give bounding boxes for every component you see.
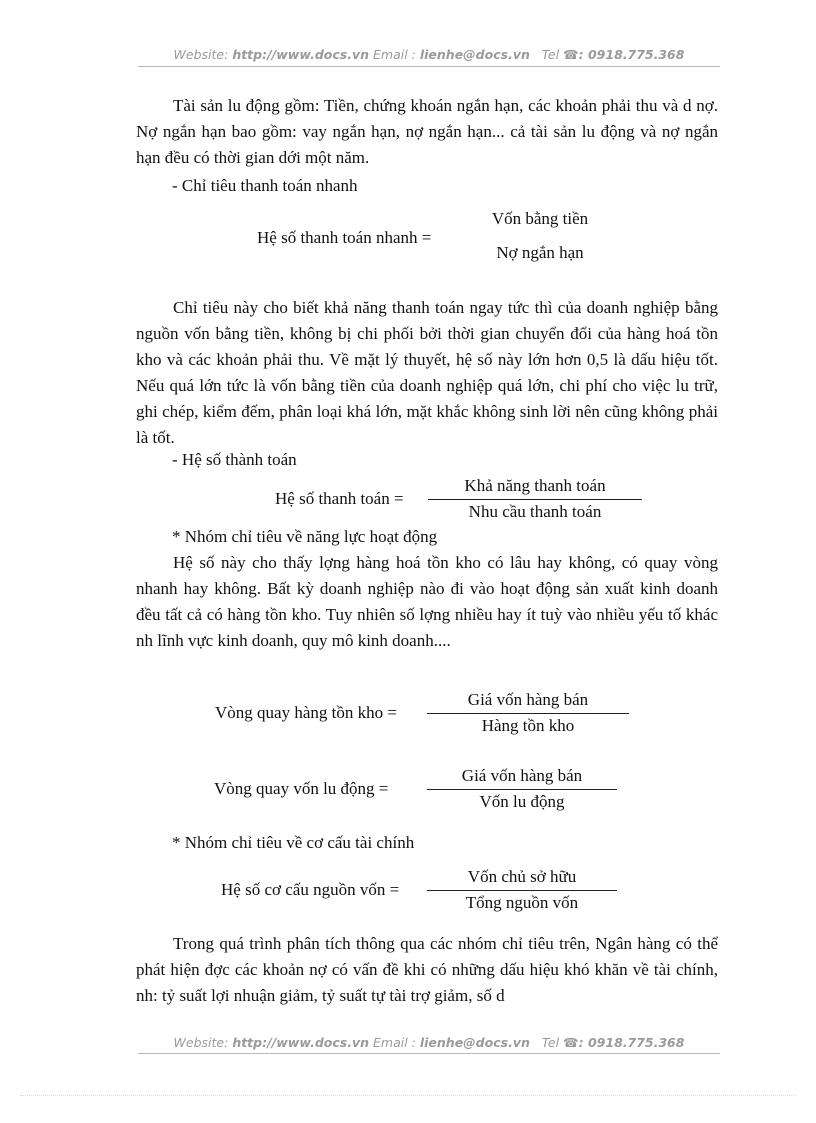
footer-divider [138, 1053, 720, 1054]
formula-numerator: Vốn bằng tiền [491, 209, 589, 228]
paragraph-1: Tài sản lu động gồm: Tiền, chứng khoán ngắn hạn, các khoản phải thu và d nợ. Nợ ngắn hạn bao gồm: vay ngắn hạn, nợ ngắn hạn... cả tài sản lu động và nợ ngắn hạn đều có thời gian dới một năm. [136, 96, 718, 167]
header-tel: : 0918.775.368 [578, 47, 685, 62]
formula-label: Hệ số thanh toán = [275, 489, 404, 508]
heading-quick-ratio: - Chỉ tiêu thanh toán nhanh [172, 176, 358, 195]
formula-denominator: Vốn lu động [479, 792, 565, 811]
page-header [138, 47, 720, 62]
formula-numerator: Vốn chủ sở hữu [467, 867, 577, 886]
heading-payment-ratio: - Hệ số thành toán [172, 450, 297, 469]
footer-email-label: Email : [373, 1035, 416, 1050]
formula-denominator: Nhu cầu thanh toán [468, 502, 602, 521]
header-email-label: Email : [373, 47, 416, 62]
header-divider [138, 66, 720, 67]
formula-numerator: Giá vốn hàng bán [461, 766, 583, 785]
formula-denominator: Hàng tồn kho [481, 716, 575, 735]
formula-denominator: Tổng nguồn vốn [465, 893, 579, 912]
footer-tel-label: Tel [541, 1035, 560, 1050]
formula-label: Vòng quay hàng tồn kho = [215, 703, 397, 722]
header-website-label: Website: [173, 47, 229, 62]
footer-website-url[interactable]: http://www.docs.vn [232, 1035, 370, 1050]
heading-operating-capacity: * Nhóm chỉ tiêu về năng lực hoạt động [172, 527, 438, 546]
footer-tel: : 0918.775.368 [578, 1035, 685, 1050]
fraction-bar [428, 499, 642, 500]
formula-numerator: Giá vốn hàng bán [467, 690, 589, 709]
fraction-bar [427, 789, 617, 790]
page-bottom-border [20, 1095, 796, 1096]
footer-website-label: Website: [173, 1035, 229, 1050]
fraction-bar [427, 890, 617, 891]
formula-label: Hệ số thanh toán nhanh = [257, 228, 432, 247]
fraction-bar [427, 713, 629, 714]
footer-email[interactable]: lienhe@docs.vn [419, 1035, 530, 1050]
formula-denominator: Nợ ngắn hạn [496, 243, 584, 262]
page-footer [138, 1035, 720, 1050]
header-tel-label: Tel [541, 47, 560, 62]
header-website-url[interactable]: http://www.docs.vn [232, 47, 370, 62]
formula-label: Vòng quay vốn lu động = [214, 779, 389, 798]
phone-icon: ☎ [563, 47, 579, 62]
header-email[interactable]: lienhe@docs.vn [419, 47, 530, 62]
formula-numerator: Khả năng thanh toán [464, 476, 606, 495]
heading-financial-structure: * Nhóm chỉ tiêu về cơ cấu tài chính [172, 833, 415, 852]
phone-icon: ☎ [563, 1035, 579, 1050]
paragraph-3: Hệ số này cho thấy lợng hàng hoá tồn kho có lâu hay không, có quay vòng nhanh hay không. Bất kỳ doanh nghiệp nào đi vào hoạt động sản xuất kinh doanh đều tất cả có hàng tồn kho. Tuy nhiên số lợng nhiều hay ít tuỳ vào nhiều yếu tố khác nh lĩnh vực kinh doanh, quy mô kinh doanh.... [136, 553, 718, 650]
paragraph-4: Trong quá trình phân tích thông qua các nhóm chỉ tiêu trên, Ngân hàng có thể phát hiện đợc các khoản nợ có vấn đề khi có những dấu hiệu khó khăn về tài chính, nh: tỷ suất lợi nhuận giảm, tỷ suất tự tài trợ giảm, số d [136, 934, 718, 1005]
paragraph-2: Chỉ tiêu này cho biết khả năng thanh toán ngay tức thì của doanh nghiệp bằng nguồn vốn bằng tiền, không bị chi phối bởi thời gian chuyển đổi của hàng hoá tồn kho và các khoản phải thu. Về mặt lý thuyết, hệ số này lớn hơn 0,5 là dấu hiệu tốt. Nếu quá lớn tức là vốn bằng tiền của doanh nghiệp quá lớn, chi phí cho việc lu trữ, ghi chép, kiểm đếm, phân loại khá lớn, mặt khắc không sinh lời nên cũng không phải là tốt. [136, 298, 718, 447]
formula-label: Hệ số cơ cấu nguồn vốn = [221, 880, 400, 899]
